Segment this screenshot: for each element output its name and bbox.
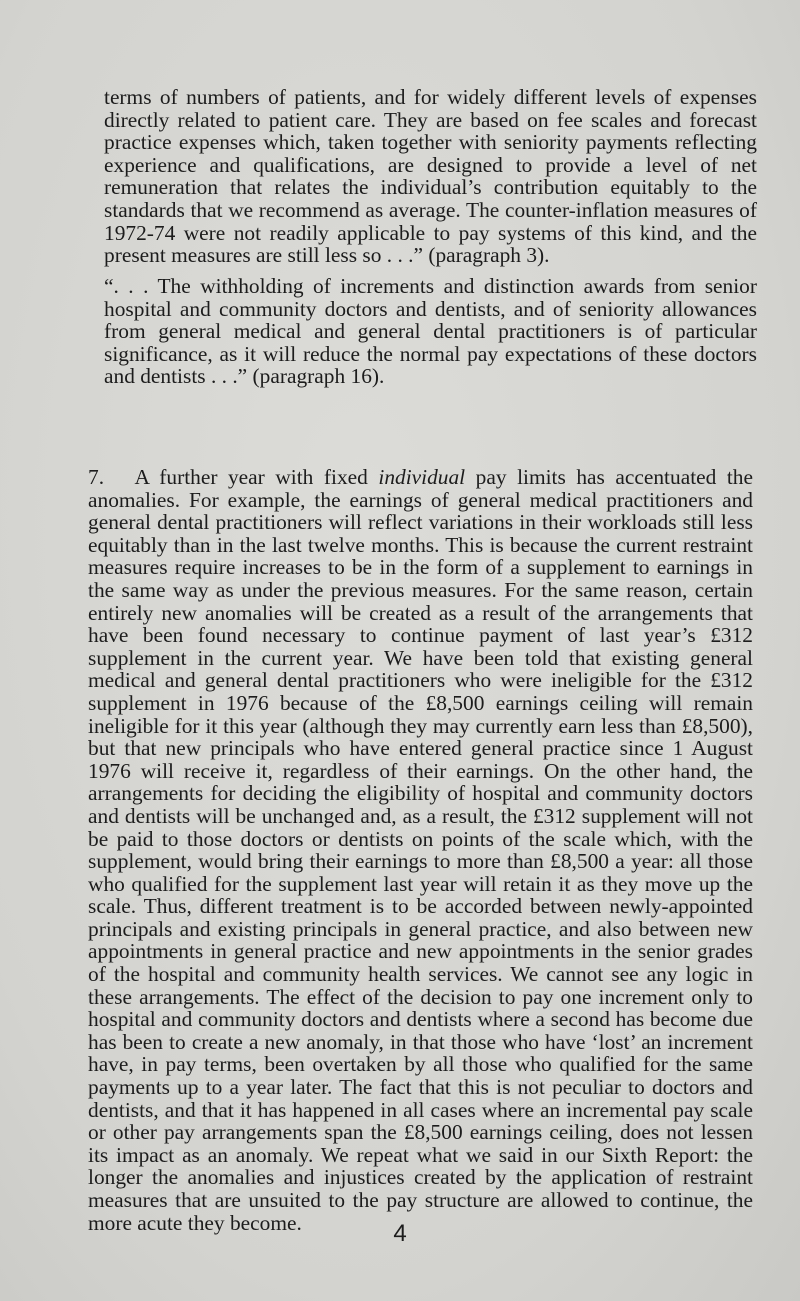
paragraph-text	[88, 466, 753, 1234]
quote-text: terms of numbers of patients, and for widely different levels of expenses directly related to patient care. They are based on fee scales and forecast practice expenses which, taken together with seniority payments reflecting experience and qualifications, are designed to provide a level of net remuneration that relates the individual’s contribution equitably to the standards that we recommend as average. The counter-inflation measures of 1972-74 were not readily applicable to pay systems of this kind, and the present measures are still less so . . .” (paragraph 3).	[104, 85, 757, 268]
quoted-paragraph-3	[88, 86, 757, 267]
paragraph-body: pay limits has accentuated the anomalies. For example, the earnings of general medical practitioners and general dental practitioners will reflect variations in their workloads still less equitably than in the last twelve months. This is because the current restraint measures require increases to be in the form of a supplement to earnings in the same way as under the previous measures. For the same reason, certain entirely new anomalies will be created as a result of the arrangements that have been found necessary to continue payment of last year’s £312 supplement in the current year. We have been told that existing general medical and general dental practitioners who were ineligible for the £312 supplement in 1976 because of the £8,500 earnings ceiling will remain ineligible for it this year (although they may currently earn less than £8,500), but that new principals who have entered general practice since 1 August 1976 will receive it, regardless of their earnings. On the other hand, the arrangements for deciding the eligibility of hospital and community doctors and dentists will be unchanged and, as a result, the £312 supplement will not be paid to those doctors or dentists on points of the scale which, with the supplement, would bring their earnings to more than £8,500 a year: all those who qualified for the supplement last year will retain it as they move up the scale. Thus, different treatment is to be accorded between newly-appointed principals and existing principals in general practice, and also between new appointments in general practice and new appointments in the senior grades of the hospital and community health services. We cannot see any logic in these arrangements. The effect of the decision to pay one increment only to hospital and community doctors and dentists where a second has become due has been to create a new anomaly, in that those who have ‘lost’ an increment have, in pay terms, been overtaken by all those who qualified for the same payments up to a year later. The fact that this is not peculiar to doctors and dentists, and that it has happened in all cases where an incremental pay scale or other pay arrangements span the £8,500 earnings ceiling, does not lessen its impact as an anomaly. We repeat what we said in our Sixth Report: the longer the anomalies and injustices created by the application of restraint measures that are unsuited to the pay structure are allowed to continue, the more acute they become.	[88, 465, 753, 1235]
quote-text: “. . . The withholding of increments and distinction awards from senior hospital and community doctors and dentists, and of seniority allowances from general medical and general dental practitioners is of particular significance, as it will reduce the normal pay expectations of these doctors and dentists . . .” (paragraph 16).	[104, 274, 757, 389]
quoted-paragraph-16	[88, 275, 757, 388]
emphasis-individual: individual	[378, 465, 466, 489]
paragraph-7	[88, 466, 753, 1234]
paragraph-lead: 7. A further year with fixed	[88, 465, 379, 489]
page-number: 4	[393, 1220, 407, 1247]
